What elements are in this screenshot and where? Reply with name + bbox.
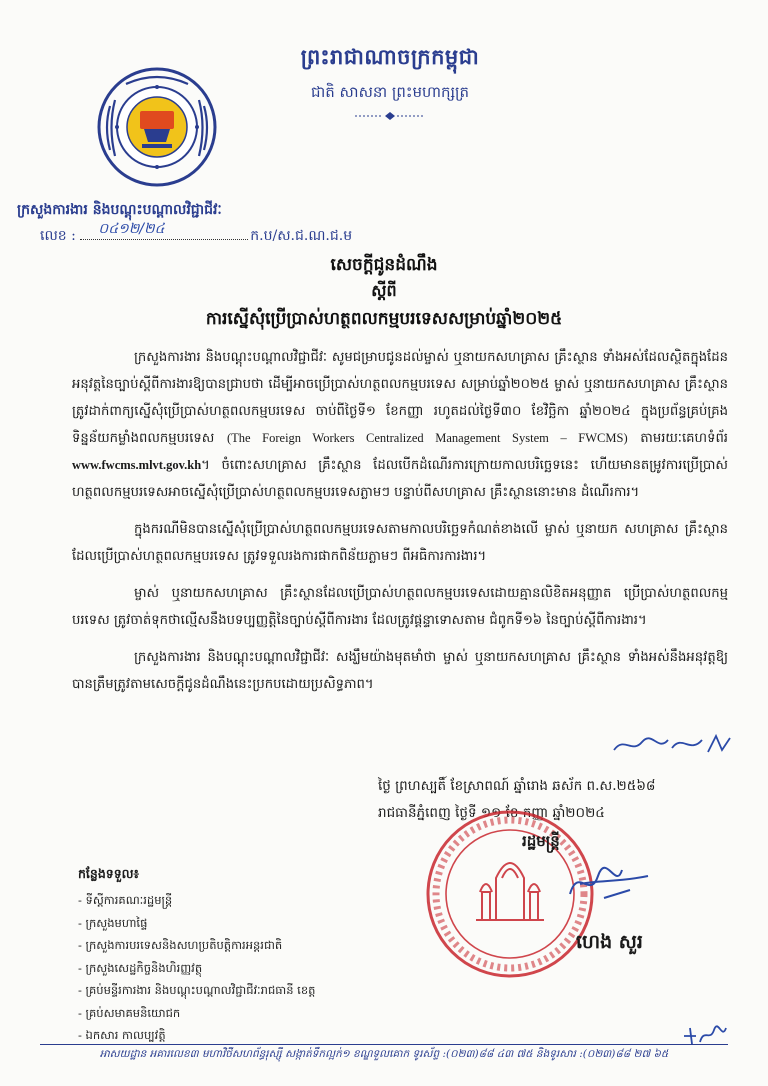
paragraph-3: ម្ចាស់ ឬនាយកសហគ្រាស គ្រឹះស្ថានដែលប្រើប្រាស់ហត្ថពលកម្មបរទេសដោយគ្មានលិខិតអនុញ្ញាត ប្រើប្រាស់ហត្ថពលកម្មបរទេស ត្រូវចាត់ទុកថាល្មើសនឹងបទប្បញ្ញត្តិនៃច្បាប់ស្តីពីការងារ ដែលត្រូវផ្តន្ទាទោសតាម ជំពូកទី១៦ នៃច្បាប់ស្តីពីការងារ។: [72, 586, 728, 628]
ministry-name: ក្រសួងការងារ និងបណ្តុះបណ្តាលវិជ្ជាជីវៈ: [17, 202, 222, 218]
notice-body: [72, 344, 728, 708]
list-item: - ទីស្តីការគណៈរដ្ឋមន្ត្រី: [78, 889, 315, 912]
paragraph-2: ក្នុងករណីមិនបានស្នើសុំប្រើប្រាស់ហត្ថពលកម្មបរទេសតាមកាលបរិច្ឆេទកំណត់ខាងលើ ម្ចាស់ ឬនាយក សហគ្រាស គ្រឹះស្ថានដែលប្រើប្រាស់ហត្ថពលកម្មបរទេស ត្រូវទទួលរងការផាកពិន័យភ្លាមៗ ពីអធិការការងារ។: [72, 522, 728, 564]
paragraph-1-text-b: តាមរយៈគេហទំព័រ: [627, 431, 728, 446]
signature-icon: [560, 860, 652, 906]
recipients-list: [78, 889, 315, 1047]
ministry-logo-icon: [96, 66, 218, 188]
kingdom-header: [270, 44, 510, 125]
footer-address: អាសយដ្ឋាន អគារលេខ៣ មហាវិថីសហព័ន្ធរុស្ស៊ី សង្កាត់ទឹកល្អក់១ ខណ្ឌទួលគោក ទូរស័ព្ទ :(០២៣)៨៨ ៤៣ ៧៥ និងទូរសារ :(០២៣)៨៨ ២៧ ៦៥: [99, 1048, 669, 1060]
notice-title: សេចក្តីជូនដំណឹង: [330, 255, 438, 275]
list-item: - ក្រសួងសេដ្ឋកិច្ចនិងហិរញ្ញវត្ថុ: [78, 957, 315, 980]
solar-date: រាជធានីភ្នំពេញ ថ្ងៃទី ១១ ខែ កញ្ញា ឆ្នាំ២០២៤: [378, 805, 605, 821]
signatory-name: ហេង សួរ: [576, 931, 643, 953]
fwcms-website-link[interactable]: www.fwcms.mlvt.gov.kh: [72, 458, 202, 472]
reference-label: លេខ :: [40, 228, 76, 244]
reference-number: [40, 221, 353, 247]
reference-dotted-line: [80, 221, 248, 240]
list-item: - ក្រសួងមហាផ្ទៃ: [78, 912, 315, 935]
footer-divider: [40, 1044, 728, 1045]
paragraph-1-text-c: ។ ចំពោះសហគ្រាស គ្រឹះស្ថាន ដែលបើកដំណើរការក្រោយកាលបរិច្ឆេទនេះ ហើយមានតម្រូវការប្រើប្រាស់ ហត្ថពលកម្មបរទេសអាចស្នើសុំប្រើប្រាស់ហត្ថពលកម្មបរទេសភ្លាមៗ បន្ទាប់ពីសហគ្រាស គ្រឹះស្ថាននោះមាន ដំណើរការ។: [72, 458, 728, 500]
notice-subject: ការស្នើសុំប្រើប្រាស់ហត្ថពលកម្មបរទេសសម្រាប់ឆ្នាំ២០២៥: [205, 309, 563, 329]
notice-subject-label: ស្តីពី: [371, 281, 397, 300]
national-motto: ជាតិ សាសនា ព្រះមហាក្សត្រ: [310, 83, 470, 101]
list-item: - ក្រសួងការបរទេសនិងសហប្រតិបត្តិការអន្តរជាតិ: [78, 934, 315, 957]
ornament-divider-icon: [355, 111, 425, 121]
list-item: - គ្រប់មន្ទីរការងារ និងបណ្តុះបណ្តាលវិជ្ជាជីវៈរាជធានី ខេត្ត: [78, 979, 315, 1002]
footer-initials-icon: [682, 1024, 728, 1046]
kingdom-title: ព្រះរាជាណាចក្រកម្ពុជា: [300, 44, 480, 69]
lunar-date: ថ្ងៃ ព្រហស្បតិ៍ ខែស្រាពណ៍ ឆ្នាំរោង ឆស័ក ព.ស.២៥៦៨: [378, 778, 656, 794]
paragraph-1-text-a: ក្រសួងការងារ និងបណ្តុះបណ្តាលវិជ្ជាជីវៈ សូមជម្រាបជូនដល់ម្ចាស់ ឬនាយកសហគ្រាស គ្រឹះស្ថាន ទាំងអស់ដែលស្ថិតក្នុងដែនអនុវត្តនៃច្បាប់ស្តីពីការងារឱ្យបានជ្រាបថា ដើម្បីអាចប្រើប្រាស់ហត្ថពលកម្មបរទេស សម្រាប់ឆ្នាំ២០២៥ ម្ចាស់ ឬនាយកសហគ្រាស គ្រឹះស្ថានត្រូវដាក់ពាក្យស្នើសុំប្រើប្រាស់ហត្ថពលកម្មបរទេស ចាប់ពីថ្ងៃទី១ ខែកញ្ញា រហូតដល់ថ្ងៃទី៣០ ខែវិច្ឆិកា ឆ្នាំ២០២៤ ក្នុងប្រព័ន្ធគ្រប់គ្រងទិន្នន័យកម្លាំងពលកម្មបរទេស: [72, 350, 728, 446]
recipients-block: [78, 866, 315, 1047]
recipients-heading: កន្លែងទទួល៖: [78, 866, 140, 881]
fwcms-system-name: (The Foreign Workers Centralized Management System – FWCMS): [226, 431, 628, 445]
paragraph-1: [72, 344, 728, 506]
paragraph-4: ក្រសួងការងារ និងបណ្តុះបណ្តាលវិជ្ជាជីវៈ សង្ឃឹមយ៉ាងមុតមាំថា ម្ចាស់ ឬនាយកសហគ្រាស គ្រឹះស្ថាន ទាំងអស់នឹងអនុវត្តឱ្យបានត្រឹមត្រូវតាមសេចក្តីជូនដំណឹងនេះប្រកបដោយប្រសិទ្ធភាព។: [72, 650, 728, 692]
list-item: - ឯកសារ កាលប្បវត្តិ: [78, 1024, 315, 1047]
reference-handwritten-number: ០៤១២/២៤: [98, 221, 165, 237]
signatory-title: រដ្ឋមន្ត្រី: [522, 832, 560, 850]
handwritten-initials-icon: [612, 732, 732, 758]
reference-code: ក.ប/ស.ជ.ណ.ជ.ម: [250, 228, 353, 244]
list-item: - គ្រប់សមាគមនិយោជក: [78, 1002, 315, 1025]
